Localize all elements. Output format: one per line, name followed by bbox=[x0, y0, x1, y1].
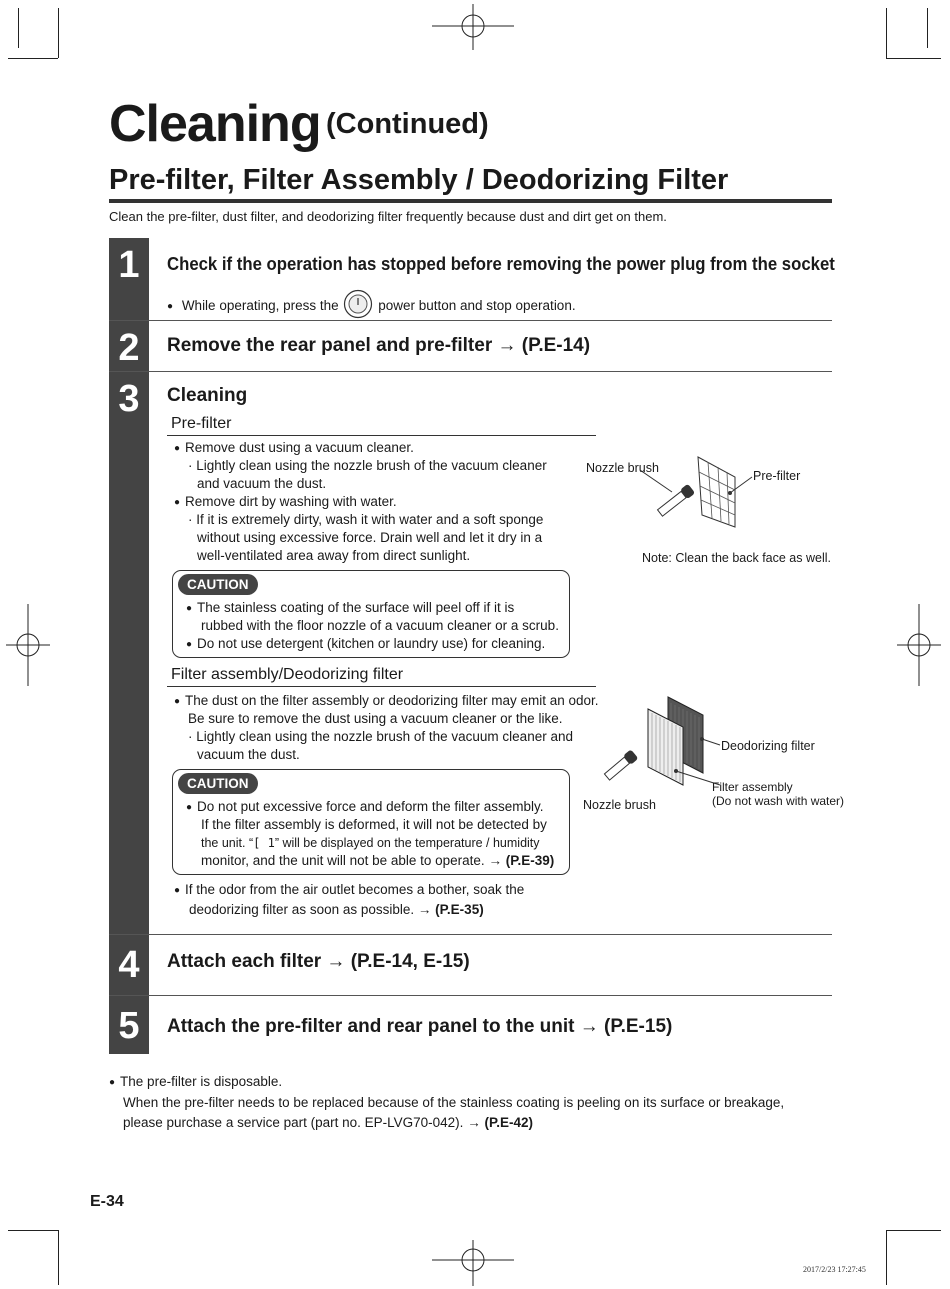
caution-item: ● Do not use detergent (kitchen or laundry use) for cleaning. bbox=[186, 635, 545, 655]
page-ref: (P.E-42) bbox=[484, 1115, 533, 1130]
divider bbox=[109, 371, 832, 372]
page-ref: (P.E-35) bbox=[435, 902, 484, 917]
prefilter-note: Note: Clean the back face as well. bbox=[642, 551, 831, 565]
prefilter-sub-1a: · Lightly clean using the nozzle brush of the vacuum cleaner bbox=[188, 458, 547, 473]
page-title: Cleaning bbox=[109, 95, 321, 153]
prefilter-sub-1b: and vacuum the dust. bbox=[197, 476, 327, 491]
step-3-heading: Cleaning bbox=[167, 385, 248, 406]
step-3-number: 3 bbox=[109, 372, 149, 934]
filter-bullet-2-cont: deodorizing filter as soon as possible. → (P.E-35) bbox=[189, 902, 484, 917]
prefilter-label: Pre-filter bbox=[753, 469, 801, 483]
footer-note-bullet: ● The pre-filter is disposable. bbox=[109, 1073, 282, 1093]
registration-mark-left bbox=[6, 604, 50, 686]
caution-item-cont: the unit. “[ 1” will be displayed on the temperature / humidity bbox=[201, 836, 540, 850]
caution-item-cont: rubbed with the floor nozzle of a vacuum cleaner or a scrub. bbox=[201, 618, 559, 633]
page-number: E-34 bbox=[90, 1193, 124, 1210]
error-code: [ 1 bbox=[253, 836, 275, 850]
registration-mark-right bbox=[897, 604, 941, 686]
filter-bullet-1-cont: Be sure to remove the dust using a vacuum cleaner or the like. bbox=[188, 711, 563, 726]
step-2-heading: Remove the rear panel and pre-filter → (P.E-14) bbox=[167, 335, 591, 356]
nozzle-brush-label: Nozzle brush bbox=[586, 461, 659, 475]
filter-bullet-2: ● If the odor from the air outlet becomes a bother, soak the bbox=[174, 881, 524, 901]
nozzle-brush-label: Nozzle brush bbox=[583, 798, 656, 812]
intro-text: Clean the pre-filter, dust filter, and deodorizing filter frequently because dust and dirt get on them. bbox=[109, 209, 667, 224]
prefilter-bullet-2: ● Remove dirt by washing with water. bbox=[174, 493, 397, 513]
prefilter-sub-2b: without using excessive force. Drain well and let it dry in a bbox=[197, 530, 543, 545]
prefilter-sub-2c: well-ventilated area away from direct sunlight. bbox=[197, 548, 471, 563]
filter-caution-box bbox=[172, 769, 570, 875]
page-title-suffix: (Continued) bbox=[326, 108, 489, 140]
step-4-number: 4 bbox=[109, 935, 149, 995]
step-5-number: 5 bbox=[109, 996, 149, 1054]
arrow-icon: → bbox=[467, 1115, 481, 1130]
filter-assembly-label: Filter assembly bbox=[712, 780, 793, 794]
step-1-number: 1 bbox=[109, 238, 149, 320]
divider bbox=[109, 934, 832, 935]
arrow-icon: → bbox=[488, 853, 502, 868]
caution-item: ● Do not put excessive force and deform the filter assembly. bbox=[186, 798, 543, 818]
registration-mark-bottom bbox=[432, 1240, 514, 1286]
arrow-icon: → bbox=[417, 902, 432, 917]
step-1-heading: Check if the operation has stopped before removing the power plug from the socket bbox=[167, 254, 835, 274]
deodorizing-filter-label: Deodorizing filter bbox=[721, 739, 815, 753]
filter-assembly-heading: Filter assembly/Deodorizing filter bbox=[167, 664, 596, 687]
prefilter-caution-box bbox=[172, 570, 570, 658]
footer-note-line: please purchase a service part (part no. EP-LVG70-042). → (P.E-42) bbox=[123, 1115, 533, 1130]
filter-assembly-illustration bbox=[595, 695, 725, 810]
step-5-heading: Attach the pre-filter and rear panel to the unit → (P.E-15) bbox=[167, 1016, 673, 1037]
section-title-rule bbox=[109, 199, 832, 203]
section-title: Pre-filter, Filter Assembly / Deodorizing Filter bbox=[109, 164, 729, 196]
prefilter-sub-2a: · If it is extremely dirty, wash it with water and a soft sponge bbox=[188, 512, 544, 527]
footer-note-line: When the pre-filter needs to be replaced because of the stainless coating is peeling on its surface or breakage, bbox=[123, 1095, 785, 1110]
print-stamp: 2017/2/23 17:27:45 bbox=[803, 1265, 866, 1274]
step-4-heading: Attach each filter → (P.E-14, E-15) bbox=[167, 951, 470, 972]
prefilter-heading: Pre-filter bbox=[167, 413, 596, 436]
filter-bullet-1: ● The dust on the filter assembly or deodorizing filter may emit an odor. bbox=[174, 692, 599, 712]
caution-item-cont: monitor, and the unit will not be able to operate. → (P.E-39) bbox=[201, 853, 555, 868]
registration-mark-top bbox=[432, 4, 514, 50]
divider bbox=[109, 995, 832, 996]
power-icon bbox=[342, 289, 374, 324]
filter-sub-1b: vacuum the dust. bbox=[197, 747, 300, 762]
caution-item: ● The stainless coating of the surface will peel off if it is bbox=[186, 599, 514, 619]
caution-label: CAUTION bbox=[178, 574, 258, 595]
prefilter-bullet-1: ● Remove dust using a vacuum cleaner. bbox=[174, 439, 414, 459]
prefilter-illustration bbox=[640, 455, 760, 535]
filter-assembly-note: (Do not wash with water) bbox=[712, 794, 845, 808]
filter-sub-1a: · Lightly clean using the nozzle brush of the vacuum cleaner and bbox=[188, 729, 573, 744]
step-1-instruction: ● While operating, press the power button and stop operation. bbox=[167, 289, 576, 324]
caution-label: CAUTION bbox=[178, 773, 258, 794]
step-2-number: 2 bbox=[109, 321, 149, 371]
page-ref: (P.E-39) bbox=[505, 853, 555, 868]
caution-item-cont: If the filter assembly is deformed, it will not be detected by bbox=[201, 817, 547, 832]
